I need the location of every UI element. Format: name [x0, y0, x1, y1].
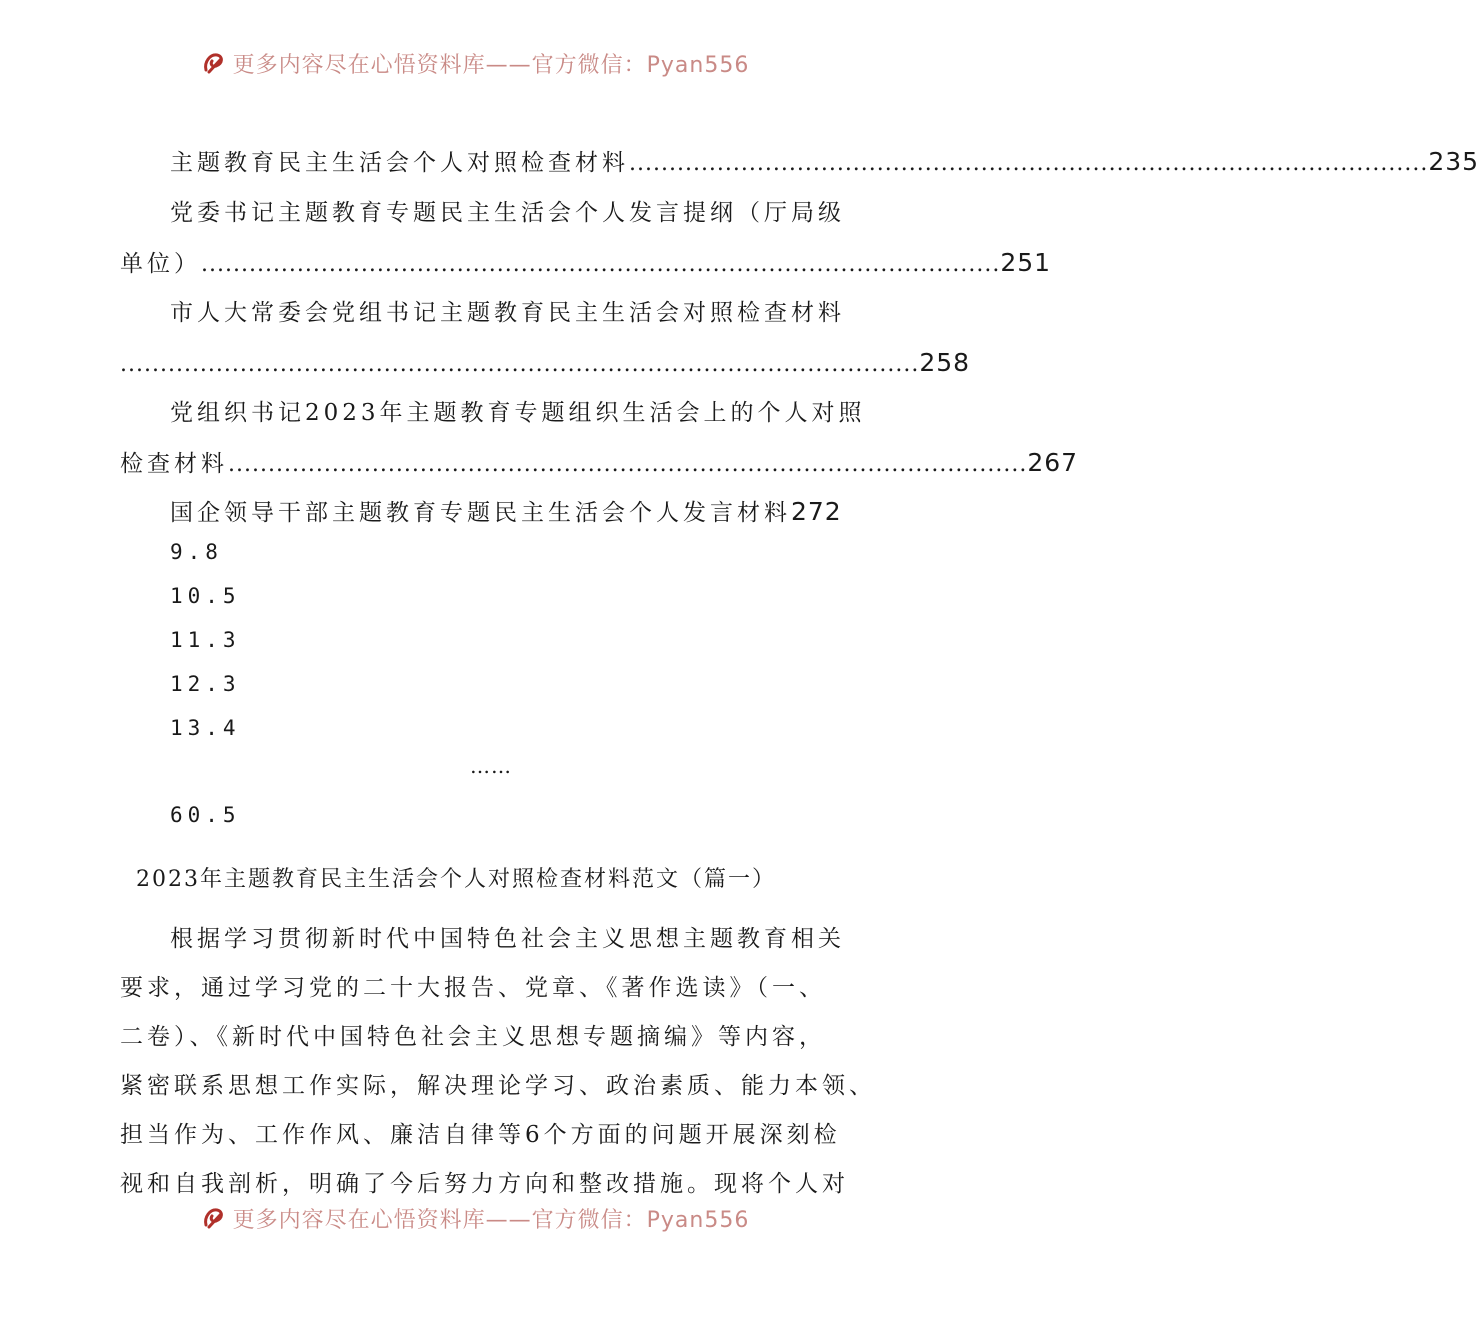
toc-entry[interactable] [120, 188, 1052, 288]
paragraph-line: 根据学习贯彻新时代中国特色社会主义思想主题教育相关 [170, 926, 845, 952]
paragraph-line: 视和自我剖析，明确了今后努力方向和整改措施。现将个人对 [120, 1171, 849, 1197]
toc-entry[interactable] [120, 137, 1479, 187]
toc-entry[interactable] [120, 388, 1079, 488]
toc-title: 主题教育民主生活会个人对照检查材料 [170, 150, 629, 176]
toc-title-continued: 检查材料 [120, 451, 228, 477]
list-item-last: 60.5 [170, 803, 241, 827]
list-item: 9.8 [170, 540, 223, 564]
toc-page-number: 272 [791, 497, 842, 526]
brand-logo-icon [201, 50, 227, 76]
ellipsis: …… [470, 754, 512, 778]
header-watermark [0, 54, 950, 84]
brand-logo-icon [201, 1205, 227, 1231]
paragraph-line: 紧密联系思想工作实际，解决理论学习、政治素质、能力本领、 [120, 1073, 876, 1099]
toc-title: 国企领导干部主题教育专题民主生活会个人发言材料 [170, 500, 791, 526]
toc-page-number: 258 [919, 348, 971, 377]
toc-title: 党组织书记2023年主题教育专题组织生活会上的个人对照 [170, 400, 866, 426]
footer-watermark [0, 1209, 950, 1239]
number-list [170, 530, 241, 750]
toc-leader: .................................................................................................... [201, 252, 1001, 277]
paragraph-line: 要求，通过学习党的二十大报告、党章、《著作选读》（一、 [120, 975, 826, 1001]
toc-entry[interactable] [120, 288, 971, 388]
toc-title-continued: 单位） [120, 251, 201, 277]
watermark-text: 更多内容尽在心悟资料库——官方微信：Pyan556 [232, 52, 750, 78]
toc-title: 市人大常委会党组书记主题教育民主生活会对照检查材料 [170, 300, 845, 326]
toc-leader: .................................................................................................... [629, 151, 1429, 176]
paragraph-line: 担当作为、工作作风、廉洁自律等6个方面的问题开展深刻检 [120, 1122, 841, 1148]
watermark-text: 更多内容尽在心悟资料库——官方微信：Pyan556 [232, 1207, 750, 1233]
section-heading: 2023年主题教育民主生活会个人对照检查材料范文（篇一） [136, 867, 776, 892]
list-item: 13.4 [170, 716, 241, 740]
toc-page-number: 251 [1000, 248, 1052, 277]
toc-page-number: 235 [1428, 147, 1479, 176]
toc-leader: .................................................................................................... [228, 452, 1028, 477]
toc-title: 党委书记主题教育专题民主生活会个人发言提纲（厅局级 [170, 200, 845, 226]
toc-leader: .................................................................................................... [120, 352, 920, 377]
toc-page-number: 267 [1027, 448, 1079, 477]
body-paragraph [120, 915, 876, 1209]
paragraph-line: 二卷）、《新时代中国特色社会主义思想专题摘编》等内容， [120, 1024, 826, 1050]
list-item: 10.5 [170, 584, 241, 608]
list-item: 11.3 [170, 628, 241, 652]
list-item: 12.3 [170, 672, 241, 696]
